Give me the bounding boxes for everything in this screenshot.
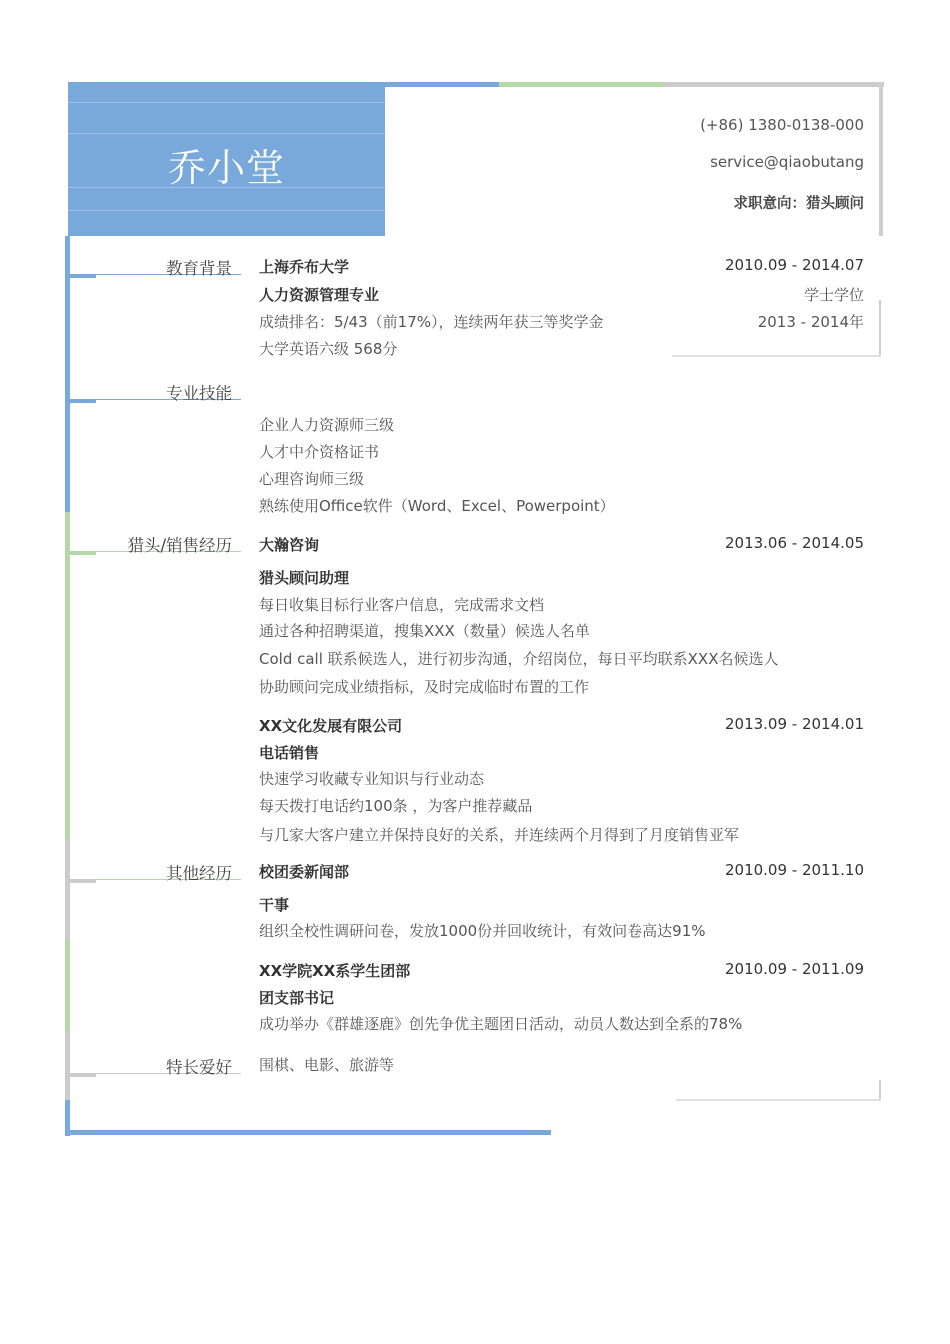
hobby-box-bottom (676, 1099, 881, 1101)
section-title-education: 教育背景 (166, 259, 232, 278)
section-title-skills: 专业技能 (166, 384, 232, 403)
section-tick (68, 399, 96, 403)
org-role: 干事 (259, 896, 290, 914)
degree: 学士学位 (803, 286, 864, 304)
skill-item: 熟练使用Office软件（Word、Excel、Powerpoint） (259, 497, 615, 515)
skill-item: 企业人力资源师三级 (259, 416, 395, 434)
job-duty: 每天拨打电话约100条 ，为客户推荐藏品 (259, 797, 533, 815)
org-name: 校团委新闻部 (259, 863, 350, 881)
job-duty: 通过各种招聘渠道，搜集XXX（数量）候选人名单 (259, 622, 590, 640)
spine-gray-2 (65, 1032, 70, 1100)
job-date: 2013.06 - 2014.05 (724, 534, 864, 552)
hobby-box-right (879, 1080, 881, 1101)
skill-item: 心理咨询师三级 (259, 470, 365, 488)
spine-gray (65, 840, 70, 940)
job-duty: 协助顾问完成业绩指标，及时完成临时布置的工作 (259, 678, 590, 696)
company-name: XX文化发展有限公司 (259, 717, 403, 735)
section-tick (68, 1073, 96, 1077)
email-address: service@qiaobutang (710, 153, 864, 171)
job-date: 2013.09 - 2014.01 (724, 715, 864, 733)
section-tick (68, 879, 96, 883)
top-bar-gray (665, 82, 884, 87)
major: 人力资源管理专业 (259, 286, 380, 304)
spine-green-2 (65, 940, 70, 1032)
hobbies-text: 围棋、电影、旅游等 (259, 1056, 395, 1074)
org-desc: 组织全校性调研问卷，发放1000份并回收统计，有效问卷高达91% (259, 922, 706, 940)
org-role: 团支部书记 (259, 989, 335, 1007)
job-duty: 每日收集目标行业客户信息，完成需求文档 (259, 596, 545, 614)
rank-date: 2013 - 2014年 (757, 313, 864, 331)
section-tick (68, 551, 96, 555)
job-role: 电话销售 (259, 744, 320, 762)
section-title-experience: 猎头/销售经历 (127, 536, 232, 555)
english-level: 大学英语六级 568分 (259, 340, 398, 358)
candidate-name: 乔小堂 (167, 146, 285, 190)
edu-box-right (879, 300, 881, 357)
top-bar-green (499, 82, 665, 87)
spine-green (65, 512, 70, 840)
job-duty: 快速学习收藏专业知识与行业动态 (259, 770, 485, 788)
skill-item: 人才中介资格证书 (259, 443, 380, 461)
phone-number: (+86) 1380-0138-000 (700, 116, 864, 134)
school-name: 上海乔布大学 (259, 258, 350, 276)
job-duty: 与几家大客户建立并保持良好的关系，并连续两个月得到了月度销售亚军 (259, 826, 740, 844)
org-date: 2010.09 - 2011.09 (724, 960, 864, 978)
edu-box-bottom (672, 355, 881, 357)
company-name: 大瀚咨询 (259, 536, 320, 554)
org-date: 2010.09 - 2011.10 (724, 861, 864, 879)
job-role: 猎头顾问助理 (259, 569, 350, 587)
header-right-border (879, 82, 883, 236)
top-bar-blue (385, 82, 499, 87)
section-title-hobbies: 特长爱好 (166, 1058, 232, 1077)
section-tick (68, 274, 96, 278)
bottom-bar-blue (65, 1130, 551, 1135)
rank-text: 成绩排名：5/43（前17%），连续两年获三等奖学金 (259, 313, 604, 331)
org-desc: 成功举办《群雄逐鹿》创先争优主题团日活动，动员人数达到全系的78% (259, 1015, 743, 1033)
section-title-other: 其他经历 (166, 864, 232, 883)
job-duty: Cold call 联系候选人，进行初步沟通，介绍岗位，每日平均联系XXX名候选人 (259, 650, 779, 668)
org-name: XX学院XX系学生团部 (259, 962, 411, 980)
job-objective: 求职意向：猎头顾问 (733, 196, 864, 212)
education-date: 2010.09 - 2014.07 (724, 256, 864, 274)
